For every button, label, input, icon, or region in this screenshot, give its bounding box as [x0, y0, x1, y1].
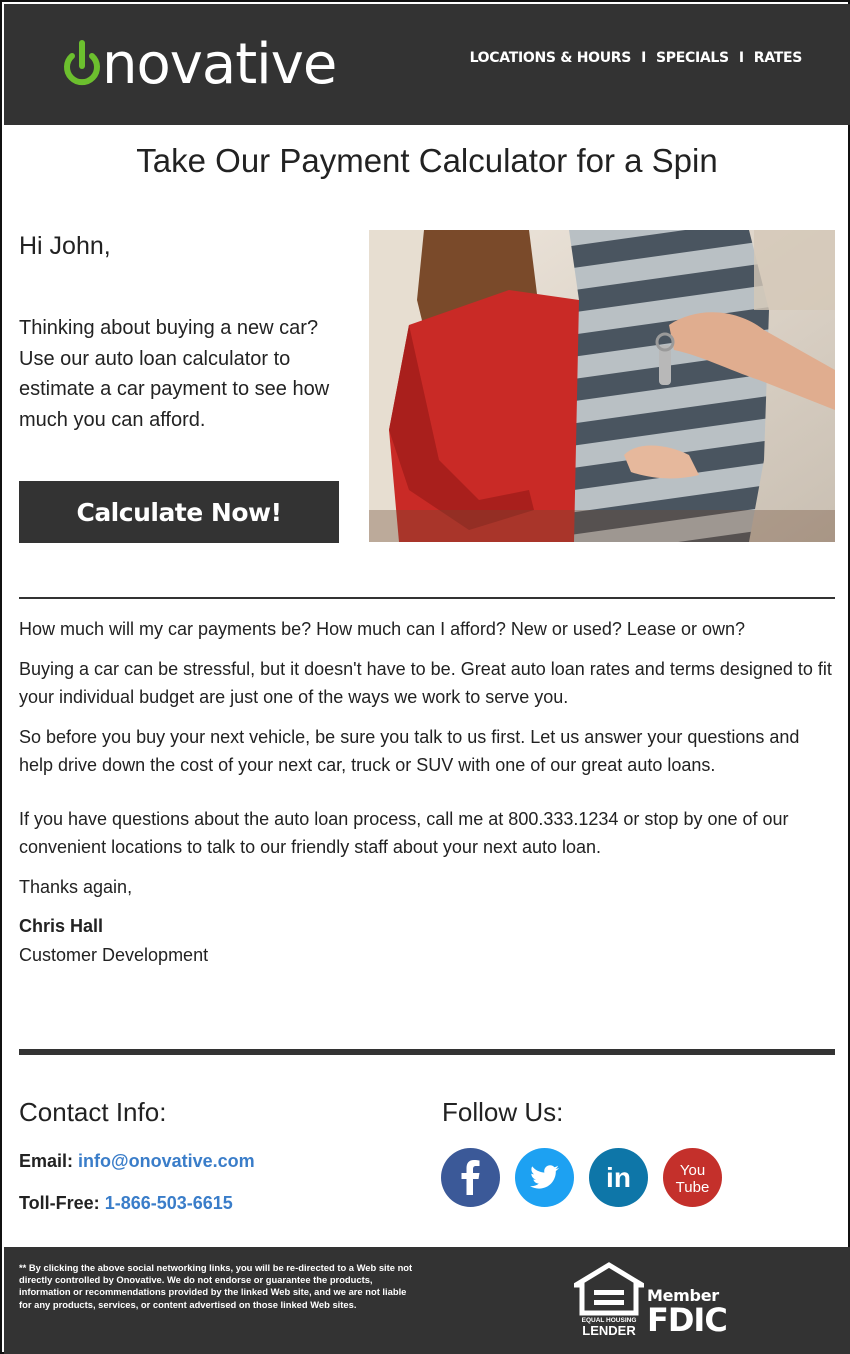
greeting: Hi John, [19, 232, 111, 260]
phone-label: Toll-Free: [19, 1193, 100, 1213]
header-bar [4, 4, 850, 125]
fdic-text: FDIC [647, 1301, 727, 1339]
footer-bar [4, 1247, 850, 1354]
body-paragraph: How much will my car payments be? How much can I afford? New or used? Lease or own? [19, 619, 746, 639]
email-body [19, 615, 835, 969]
sender-name: Chris Hall [19, 916, 104, 936]
youtube-icon[interactable] [663, 1148, 722, 1207]
linkedin-icon[interactable] [589, 1148, 648, 1207]
top-nav [470, 50, 802, 66]
contact-phone-row [19, 1193, 233, 1214]
fdic-badge [647, 1286, 727, 1339]
svg-text:in: in [606, 1162, 631, 1193]
contact-heading: Contact Info: [19, 1097, 167, 1127]
twitter-icon[interactable] [515, 1148, 574, 1207]
fdic-member-text: Member [647, 1286, 719, 1305]
ehl-lender-text: LENDER [582, 1323, 636, 1337]
power-icon [62, 40, 102, 98]
phone-link[interactable]: 1-866-503-6615 [104, 1193, 233, 1213]
nav-rates[interactable]: RATES [753, 50, 802, 66]
calculate-now-button[interactable]: Calculate Now! [19, 481, 339, 543]
svg-text:Tube: Tube [675, 1179, 710, 1196]
email-link[interactable]: info@onovative.com [78, 1151, 255, 1171]
logo-wordmark: novative [102, 32, 337, 97]
body-paragraph: Buying a car can be stressful, but it doesn't have to be. Great auto loan rates and terms designed to fit your individual budget are just one of the ways we work to serve you. [19, 658, 832, 707]
nav-separator: I [641, 50, 646, 66]
legal-disclaimer: ** By clicking the above social networking links, you will be re-directed to a Web site not directly controlled by Onovative. We do not endorse or guarantee the products, information or recommendations provided by the linked Web site, and we are not liable for any products, services, or content advertised on those linked Web sites. [19, 1262, 413, 1310]
follow-heading: Follow Us: [442, 1097, 564, 1127]
onovative-logo[interactable] [62, 32, 336, 98]
body-paragraph: So before you buy your next vehicle, be sure you talk to us first. Let us answer your questions and help drive down the cost of your next car, truck or SUV with one of our great auto loans. [19, 726, 800, 775]
email-headline: Take Our Payment Calculator for a Spin [136, 142, 718, 179]
nav-separator: I [738, 50, 744, 66]
equal-housing-lender-icon [574, 1261, 644, 1337]
facebook-icon[interactable] [441, 1148, 500, 1207]
couple-with-car-keys-photo[interactable] [369, 230, 835, 542]
closing-line: Thanks again, [19, 876, 133, 897]
email-label: Email: [19, 1151, 74, 1171]
svg-text:You: You [679, 1162, 706, 1179]
contact-email-row [19, 1151, 255, 1172]
section-divider [19, 597, 835, 599]
nav-specials[interactable]: SPECIALS [656, 50, 729, 66]
ehl-equal-text: EQUAL HOUSING [581, 1317, 637, 1324]
section-divider-thick [19, 1049, 835, 1055]
sender-title: Customer Development [19, 944, 209, 965]
social-links [441, 1148, 722, 1207]
body-paragraph: If you have questions about the auto loan process, call me at 800.333.1234 or stop by one of our convenient locations to talk to our friendly staff about your next auto loan. [19, 808, 789, 857]
nav-locations-hours[interactable]: LOCATIONS & HOURS [469, 50, 632, 66]
intro-paragraph: Thinking about buying a new car? Use our auto loan calculator to estimate a car payment to see how much you can afford. [19, 317, 330, 431]
